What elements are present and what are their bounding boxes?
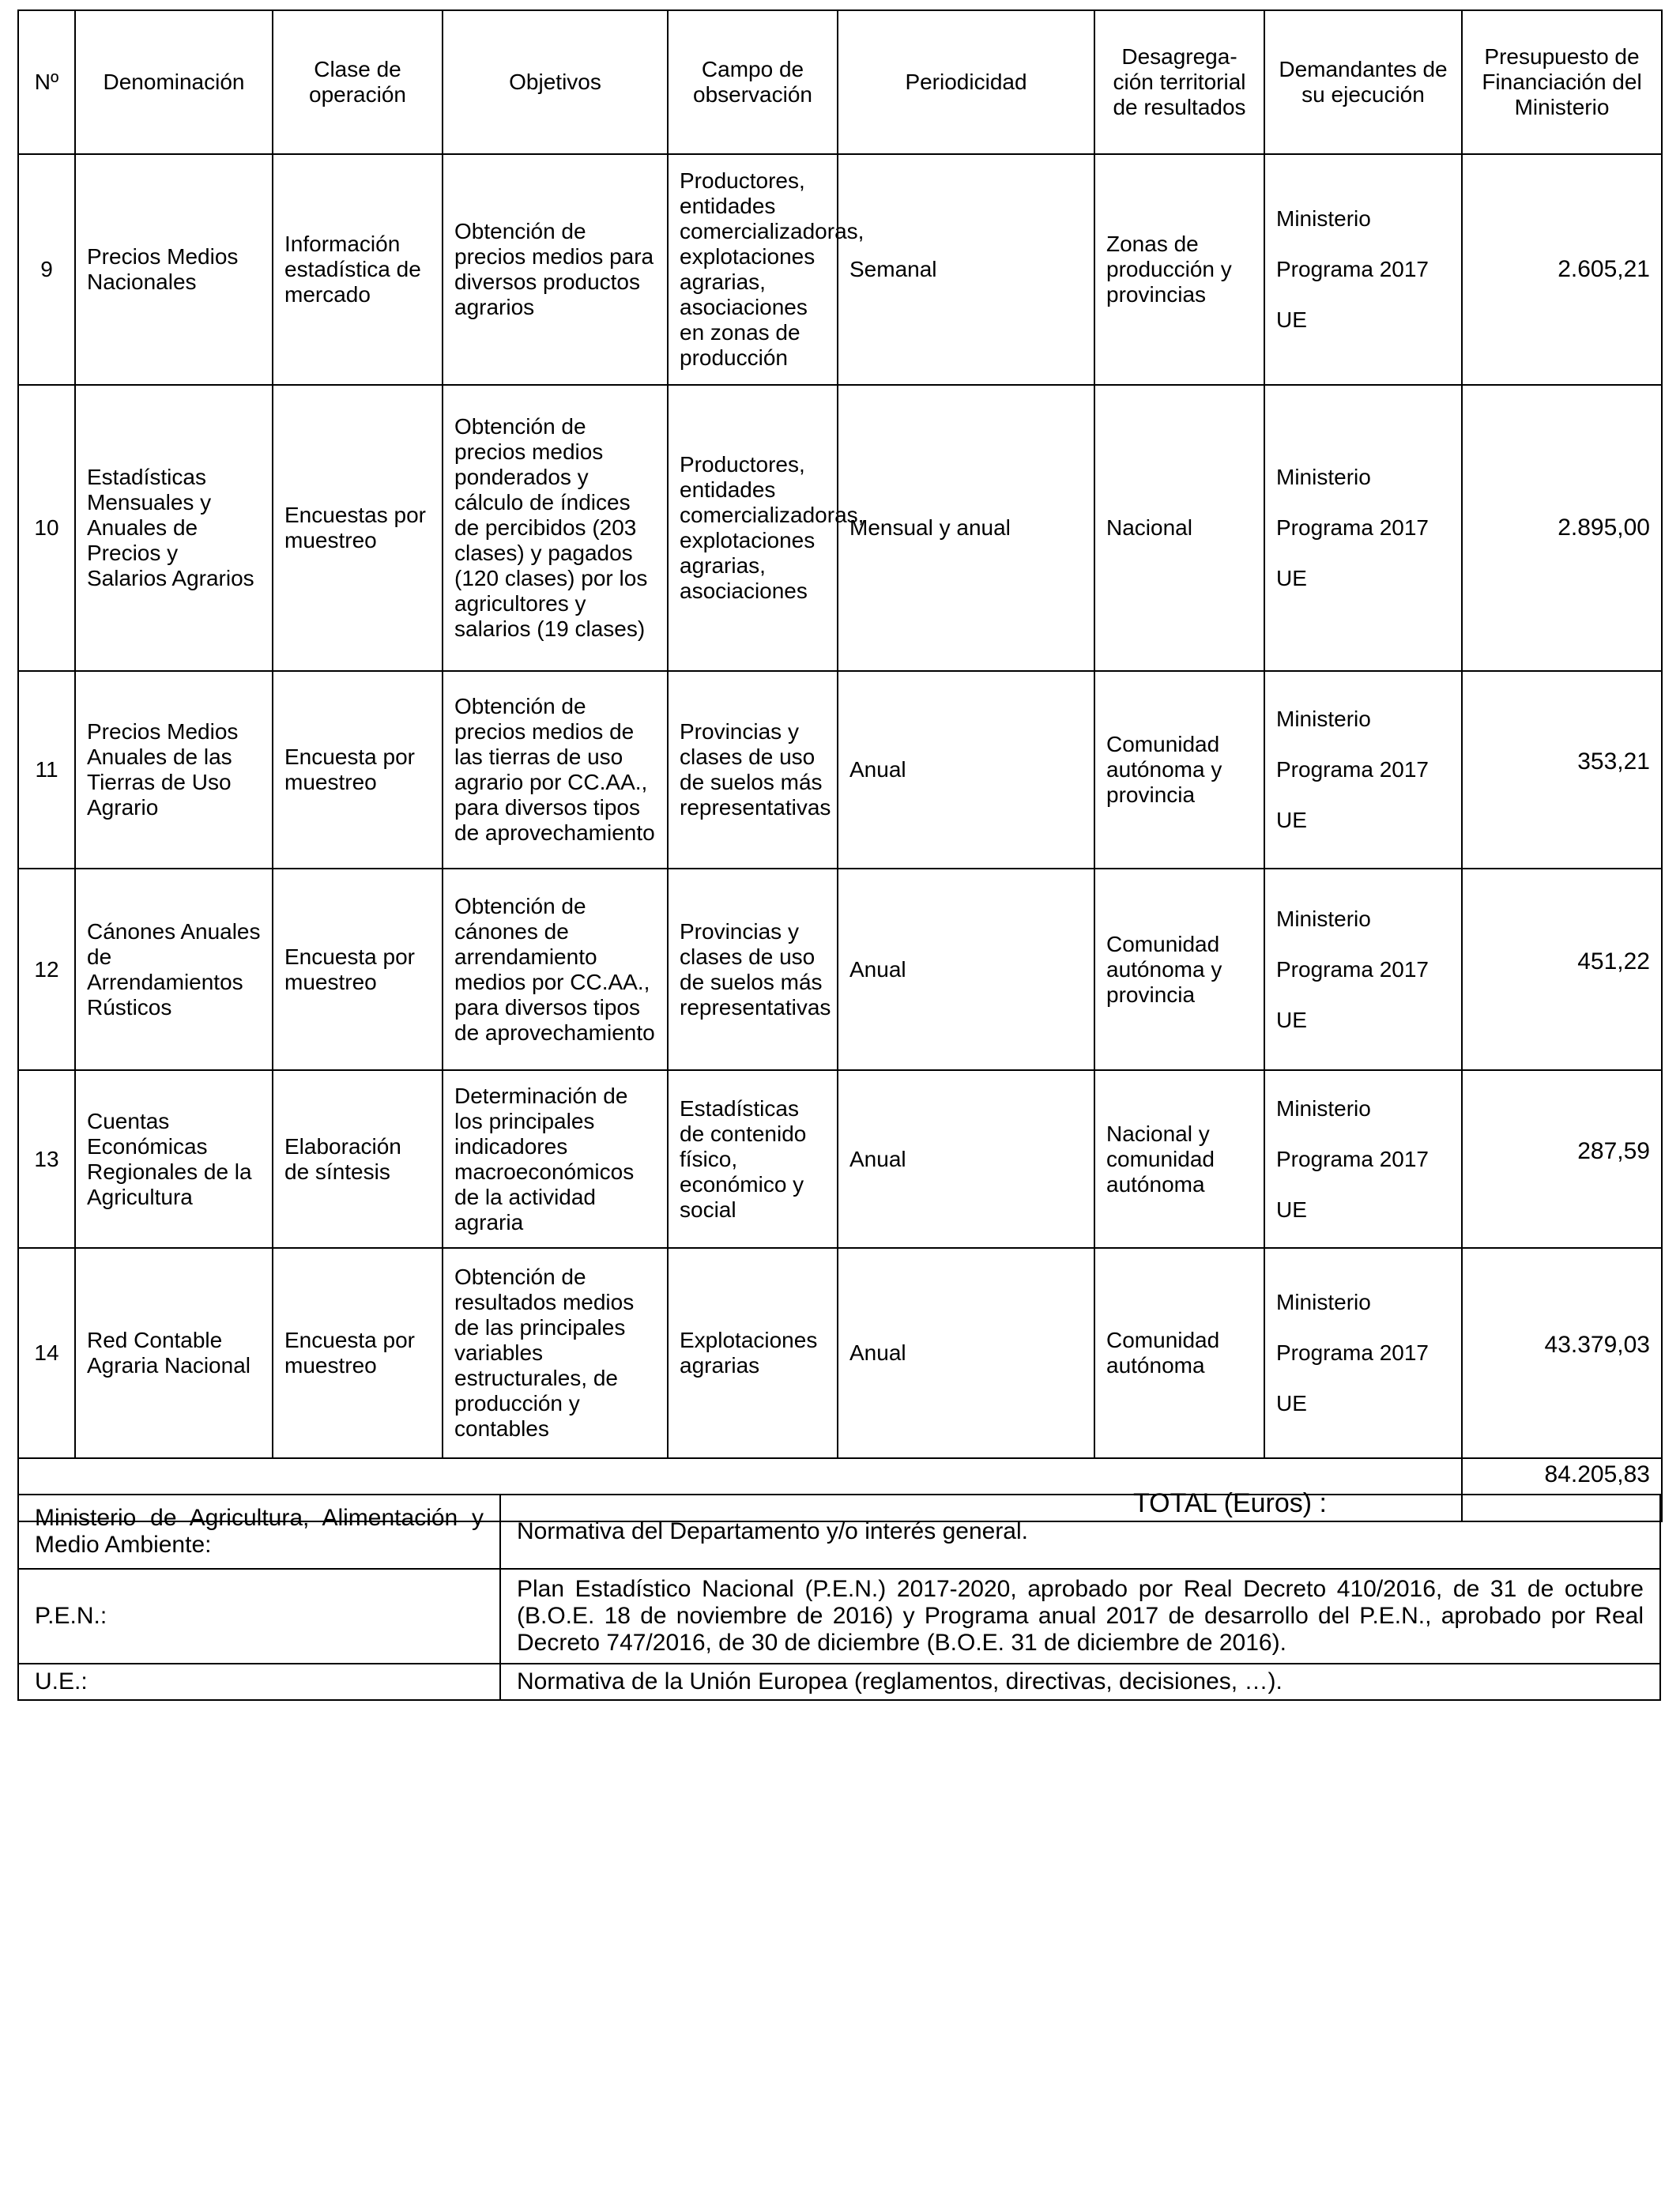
table-row bbox=[18, 869, 1662, 1070]
row-demandantes bbox=[1264, 671, 1462, 869]
row-demandantes bbox=[1264, 154, 1462, 385]
row-desagregacion: Comunidad autónoma bbox=[1094, 1248, 1264, 1458]
demandante-programa: Programa 2017 bbox=[1276, 515, 1430, 540]
legend-row bbox=[18, 1664, 1660, 1700]
demandante-ue: UE bbox=[1276, 1391, 1307, 1416]
demandante-programa: Programa 2017 bbox=[1276, 757, 1430, 782]
demandante-ue: UE bbox=[1276, 808, 1307, 832]
row-desagregacion: Comunidad autónoma y provincia bbox=[1094, 671, 1264, 869]
demandante-programa: Programa 2017 bbox=[1276, 1146, 1430, 1171]
row-objetivos: Obtención de cánones de arrendamiento medios por CC.AA., para diversos tipos de aprovechamiento bbox=[443, 869, 668, 1070]
row-periodicidad: Mensual y anual bbox=[838, 385, 1094, 671]
table-row bbox=[18, 1070, 1662, 1248]
table-row bbox=[18, 1248, 1662, 1458]
row-presupuesto: 287,59 bbox=[1462, 1070, 1662, 1248]
row-denominacion: Cuentas Económicas Regionales de la Agricultura bbox=[75, 1070, 273, 1248]
demandante-ue: UE bbox=[1276, 566, 1307, 590]
legend-value-ue: Normativa de la Unión Europea (reglamentos, directivas, decisiones, …). bbox=[500, 1664, 1660, 1700]
header-campo: Campo de observación bbox=[668, 10, 838, 154]
row-periodicidad: Anual bbox=[838, 1248, 1094, 1458]
demandante-ministerio: Ministerio bbox=[1276, 906, 1371, 931]
demandante-programa: Programa 2017 bbox=[1276, 257, 1430, 281]
table-row bbox=[18, 154, 1662, 385]
row-periodicidad: Anual bbox=[838, 1070, 1094, 1248]
header-desagregacion: Desagrega-ción territorial de resultados bbox=[1094, 10, 1264, 154]
table-row bbox=[18, 385, 1662, 671]
row-periodicidad: Semanal bbox=[838, 154, 1094, 385]
row-campo: Provincias y clases de uso de suelos más representativas bbox=[668, 671, 838, 869]
row-demandantes bbox=[1264, 1070, 1462, 1248]
legend-value-pen: Plan Estadístico Nacional (P.E.N.) 2017-2020, aprobado por Real Decreto 410/2016, de 31 de octubre (B.O.E. 18 de noviembre de 2016) y Programa anual 2017 de desarrollo del P.E.N., aprobado por Real Decreto 747/2016, de 30 de diciembre (B.O.E. 31 de diciembre de 2016). bbox=[500, 1569, 1660, 1664]
row-clase: Encuesta por muestreo bbox=[273, 1248, 443, 1458]
header-objetivos: Objetivos bbox=[443, 10, 668, 154]
header-num: Nº bbox=[18, 10, 75, 154]
row-clase: Encuesta por muestreo bbox=[273, 869, 443, 1070]
header-periodicidad: Periodicidad bbox=[838, 10, 1094, 154]
row-num: 11 bbox=[18, 671, 75, 869]
legend-key-ue: U.E.: bbox=[18, 1664, 500, 1700]
row-objetivos: Determinación de los principales indicadores macroeconómicos de la actividad agraria bbox=[443, 1070, 668, 1248]
row-objetivos: Obtención de resultados medios de las principales variables estructurales, de producción y contables bbox=[443, 1248, 668, 1458]
row-objetivos: Obtención de precios medios para diversos productos agrarios bbox=[443, 154, 668, 385]
row-presupuesto: 451,22 bbox=[1462, 869, 1662, 1070]
demandante-ue: UE bbox=[1276, 307, 1307, 332]
legend-key-ministerio: Ministerio de Agricultura, Alimentación y Medio Ambiente: bbox=[18, 1495, 500, 1569]
row-denominacion: Cánones Anuales de Arrendamientos Rústicos bbox=[75, 869, 273, 1070]
legend-row bbox=[18, 1495, 1660, 1569]
row-denominacion: Estadísticas Mensuales y Anuales de Precios y Salarios Agrarios bbox=[75, 385, 273, 671]
header-denominacion: Denominación bbox=[75, 10, 273, 154]
demandante-ue: UE bbox=[1276, 1197, 1307, 1222]
demandante-programa: Programa 2017 bbox=[1276, 956, 1430, 982]
row-presupuesto: 353,21 bbox=[1462, 671, 1662, 869]
demandante-ministerio: Ministerio bbox=[1276, 206, 1371, 231]
row-denominacion: Precios Medios Nacionales bbox=[75, 154, 273, 385]
row-presupuesto: 2.895,00 bbox=[1462, 385, 1662, 671]
row-presupuesto: 43.379,03 bbox=[1462, 1248, 1662, 1458]
legend-table bbox=[17, 1494, 1661, 1701]
header-row bbox=[18, 10, 1662, 154]
row-periodicidad: Anual bbox=[838, 671, 1094, 869]
row-clase: Encuesta por muestreo bbox=[273, 671, 443, 869]
row-clase: Elaboración de síntesis bbox=[273, 1070, 443, 1248]
row-presupuesto: 2.605,21 bbox=[1462, 154, 1662, 385]
demandante-ministerio: Ministerio bbox=[1276, 1290, 1371, 1314]
row-num: 12 bbox=[18, 869, 75, 1070]
demandante-ministerio: Ministerio bbox=[1276, 707, 1371, 731]
total-label: TOTAL (Euros) : bbox=[18, 1458, 1462, 1521]
header-clase: Clase de operación bbox=[273, 10, 443, 154]
row-desagregacion: Nacional bbox=[1094, 385, 1264, 671]
row-demandantes bbox=[1264, 385, 1462, 671]
row-campo: Productores, entidades comercializadoras, explotaciones agrarias, asociaciones bbox=[668, 385, 838, 671]
demandante-programa: Programa 2017 bbox=[1276, 1340, 1430, 1365]
row-campo: Estadísticas de contenido físico, económico y social bbox=[668, 1070, 838, 1248]
row-objetivos: Obtención de precios medios de las tierras de uso agrario por CC.AA., para diversos tipos de aprovechamiento bbox=[443, 671, 668, 869]
row-clase: Encuestas por muestreo bbox=[273, 385, 443, 671]
row-num: 9 bbox=[18, 154, 75, 385]
row-demandantes bbox=[1264, 1248, 1462, 1458]
table-row bbox=[18, 671, 1662, 869]
row-num: 10 bbox=[18, 385, 75, 671]
row-demandantes bbox=[1264, 869, 1462, 1070]
operations-table bbox=[17, 9, 1663, 1522]
legend-value-ministerio: Normativa del Departamento y/o interés general. bbox=[500, 1495, 1660, 1569]
row-desagregacion: Nacional y comunidad autónoma bbox=[1094, 1070, 1264, 1248]
header-demandantes: Demandantes de su ejecución bbox=[1264, 10, 1462, 154]
legend-row bbox=[18, 1569, 1660, 1664]
row-denominacion: Red Contable Agraria Nacional bbox=[75, 1248, 273, 1458]
row-campo: Explotaciones agrarias bbox=[668, 1248, 838, 1458]
demandante-ministerio: Ministerio bbox=[1276, 1095, 1371, 1121]
legend-key-pen: P.E.N.: bbox=[18, 1569, 500, 1664]
row-num: 14 bbox=[18, 1248, 75, 1458]
header-presupuesto: Presupuesto de Financiación del Ministerio bbox=[1462, 10, 1662, 154]
demandante-ministerio: Ministerio bbox=[1276, 465, 1371, 489]
row-campo: Productores, entidades comercializadoras, explotaciones agrarias, asociaciones en zonas de producción bbox=[668, 154, 838, 385]
row-objetivos: Obtención de precios medios ponderados y cálculo de índices de percibidos (203 clases) y pagados (120 clases) por los agricultores y salarios (19 clases) bbox=[443, 385, 668, 671]
row-desagregacion: Zonas de producción y provincias bbox=[1094, 154, 1264, 385]
demandante-ue: UE bbox=[1276, 1007, 1307, 1032]
row-campo: Provincias y clases de uso de suelos más representativas bbox=[668, 869, 838, 1070]
row-num: 13 bbox=[18, 1070, 75, 1248]
row-clase: Información estadística de mercado bbox=[273, 154, 443, 385]
row-periodicidad: Anual bbox=[838, 869, 1094, 1070]
total-amount: 84.205,83 bbox=[1462, 1458, 1662, 1521]
row-desagregacion: Comunidad autónoma y provincia bbox=[1094, 869, 1264, 1070]
row-denominacion: Precios Medios Anuales de las Tierras de Uso Agrario bbox=[75, 671, 273, 869]
